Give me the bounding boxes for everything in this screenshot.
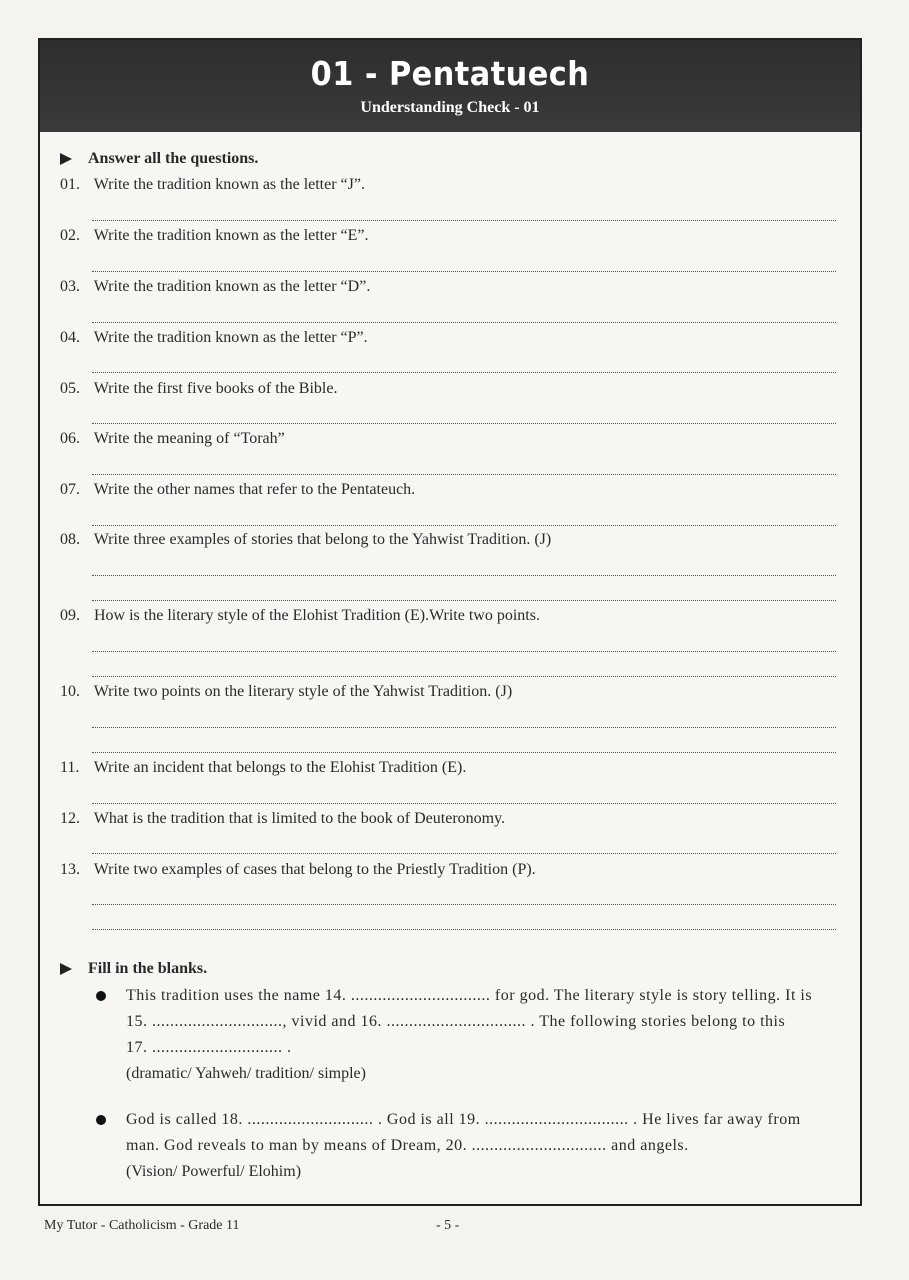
page-title: 01 - Pentatuech [310,54,590,93]
answer-line[interactable] [92,322,836,323]
answer-line[interactable] [92,474,836,475]
title-banner [40,40,860,132]
question-03 [60,277,836,297]
bullet-dot-icon [96,991,106,1001]
question-04 [60,328,836,348]
fill-line: man. God reveals to man by means of Dream, 20. .............................. and angels. [126,1137,689,1154]
question-number: 05. [60,380,80,397]
question-text: Write two points on the literary style of the Yahwist Tradition. (J) [93,683,513,700]
answer-line[interactable] [92,727,836,728]
question-07 [60,480,836,500]
answer-line[interactable] [92,423,836,424]
question-text: Write the tradition known as the letter “E”. [93,227,369,244]
question-02 [60,226,836,246]
question-09 [60,606,836,626]
question-05 [60,379,836,399]
question-number: 06. [60,430,80,447]
answer-line[interactable] [92,525,836,526]
word-options: (Vision/ Powerful/ Elohim) [126,1163,302,1180]
question-number: 01. [60,176,80,193]
answer-line[interactable] [92,752,836,753]
question-08 [60,530,836,550]
page-number: - 5 - [436,1218,460,1233]
triangle-bullet-icon [60,963,72,975]
question-13 [60,860,836,880]
question-number: 09. [60,607,80,624]
question-number: 11. [60,759,80,776]
question-text: Write the other names that refer to the Pentateuch. [93,481,416,498]
question-number: 08. [60,531,80,548]
section-heading-text: Answer all the questions. [88,150,259,167]
answer-line[interactable] [92,803,836,804]
answer-line[interactable] [92,651,836,652]
fill-line: 15. ............................., vivid and 16. ............................... . The following stories belong to this [126,1013,786,1030]
answer-line[interactable] [92,853,836,854]
question-01 [60,175,836,195]
question-number: 07. [60,481,80,498]
question-06 [60,429,836,449]
fill-blank-block-2 [96,1107,838,1185]
question-10 [60,682,836,702]
answer-line[interactable] [92,676,836,677]
question-text: Write an incident that belongs to the Elohist Tradition (E). [93,759,467,776]
answer-line[interactable] [92,904,836,905]
question-text: Write the first five books of the Bible. [93,380,338,397]
question-text: How is the literary style of the Elohist Tradition (E).Write two points. [94,607,540,624]
answer-line[interactable] [92,271,836,272]
question-number: 03. [60,278,80,295]
question-number: 02. [60,227,80,244]
page-subtitle: Understanding Check - 01 [360,99,540,116]
question-number: 13. [60,861,80,878]
fill-line: 17. ............................. . [126,1039,292,1056]
question-text: Write the tradition known as the letter “J”. [93,176,365,193]
fill-line: God is called 18. ............................ . God is all 19. ................................ . He lives far away from [126,1111,801,1128]
fill-line: This tradition uses the name 14. ............................... for god. The literary style is story telling. It is [126,987,813,1004]
page-frame [38,38,862,1206]
question-text: Write three examples of stories that belong to the Yahwist Tradition. (J) [93,531,552,548]
question-text: Write the tradition known as the letter “D”. [93,278,371,295]
question-text: Write the meaning of “Torah” [93,430,285,447]
section-heading-questions [60,150,258,168]
question-text: Write two examples of cases that belong to the Priestly Tradition (P). [93,861,536,878]
question-11 [60,758,836,778]
question-number: 12. [60,810,80,827]
answer-line[interactable] [92,575,836,576]
question-number: 10. [60,683,80,700]
section-heading-text: Fill in the blanks. [88,960,208,977]
triangle-bullet-icon [60,153,72,165]
bullet-dot-icon [96,1115,106,1125]
question-text: Write the tradition known as the letter “P”. [93,329,368,346]
answer-line[interactable] [92,600,836,601]
section-heading-fill-blanks [60,960,207,978]
word-options: (dramatic/ Yahweh/ tradition/ simple) [126,1065,366,1082]
answer-line[interactable] [92,220,836,221]
footer-book-title: My Tutor - Catholicism - Grade 11 [44,1218,240,1233]
answer-line[interactable] [92,929,836,930]
question-text: What is the tradition that is limited to the book of Deuteronomy. [93,810,506,827]
answer-line[interactable] [92,372,836,373]
question-12 [60,809,836,829]
question-number: 04. [60,329,80,346]
worksheet-content [40,132,860,1204]
fill-blank-block-1 [96,983,838,1087]
